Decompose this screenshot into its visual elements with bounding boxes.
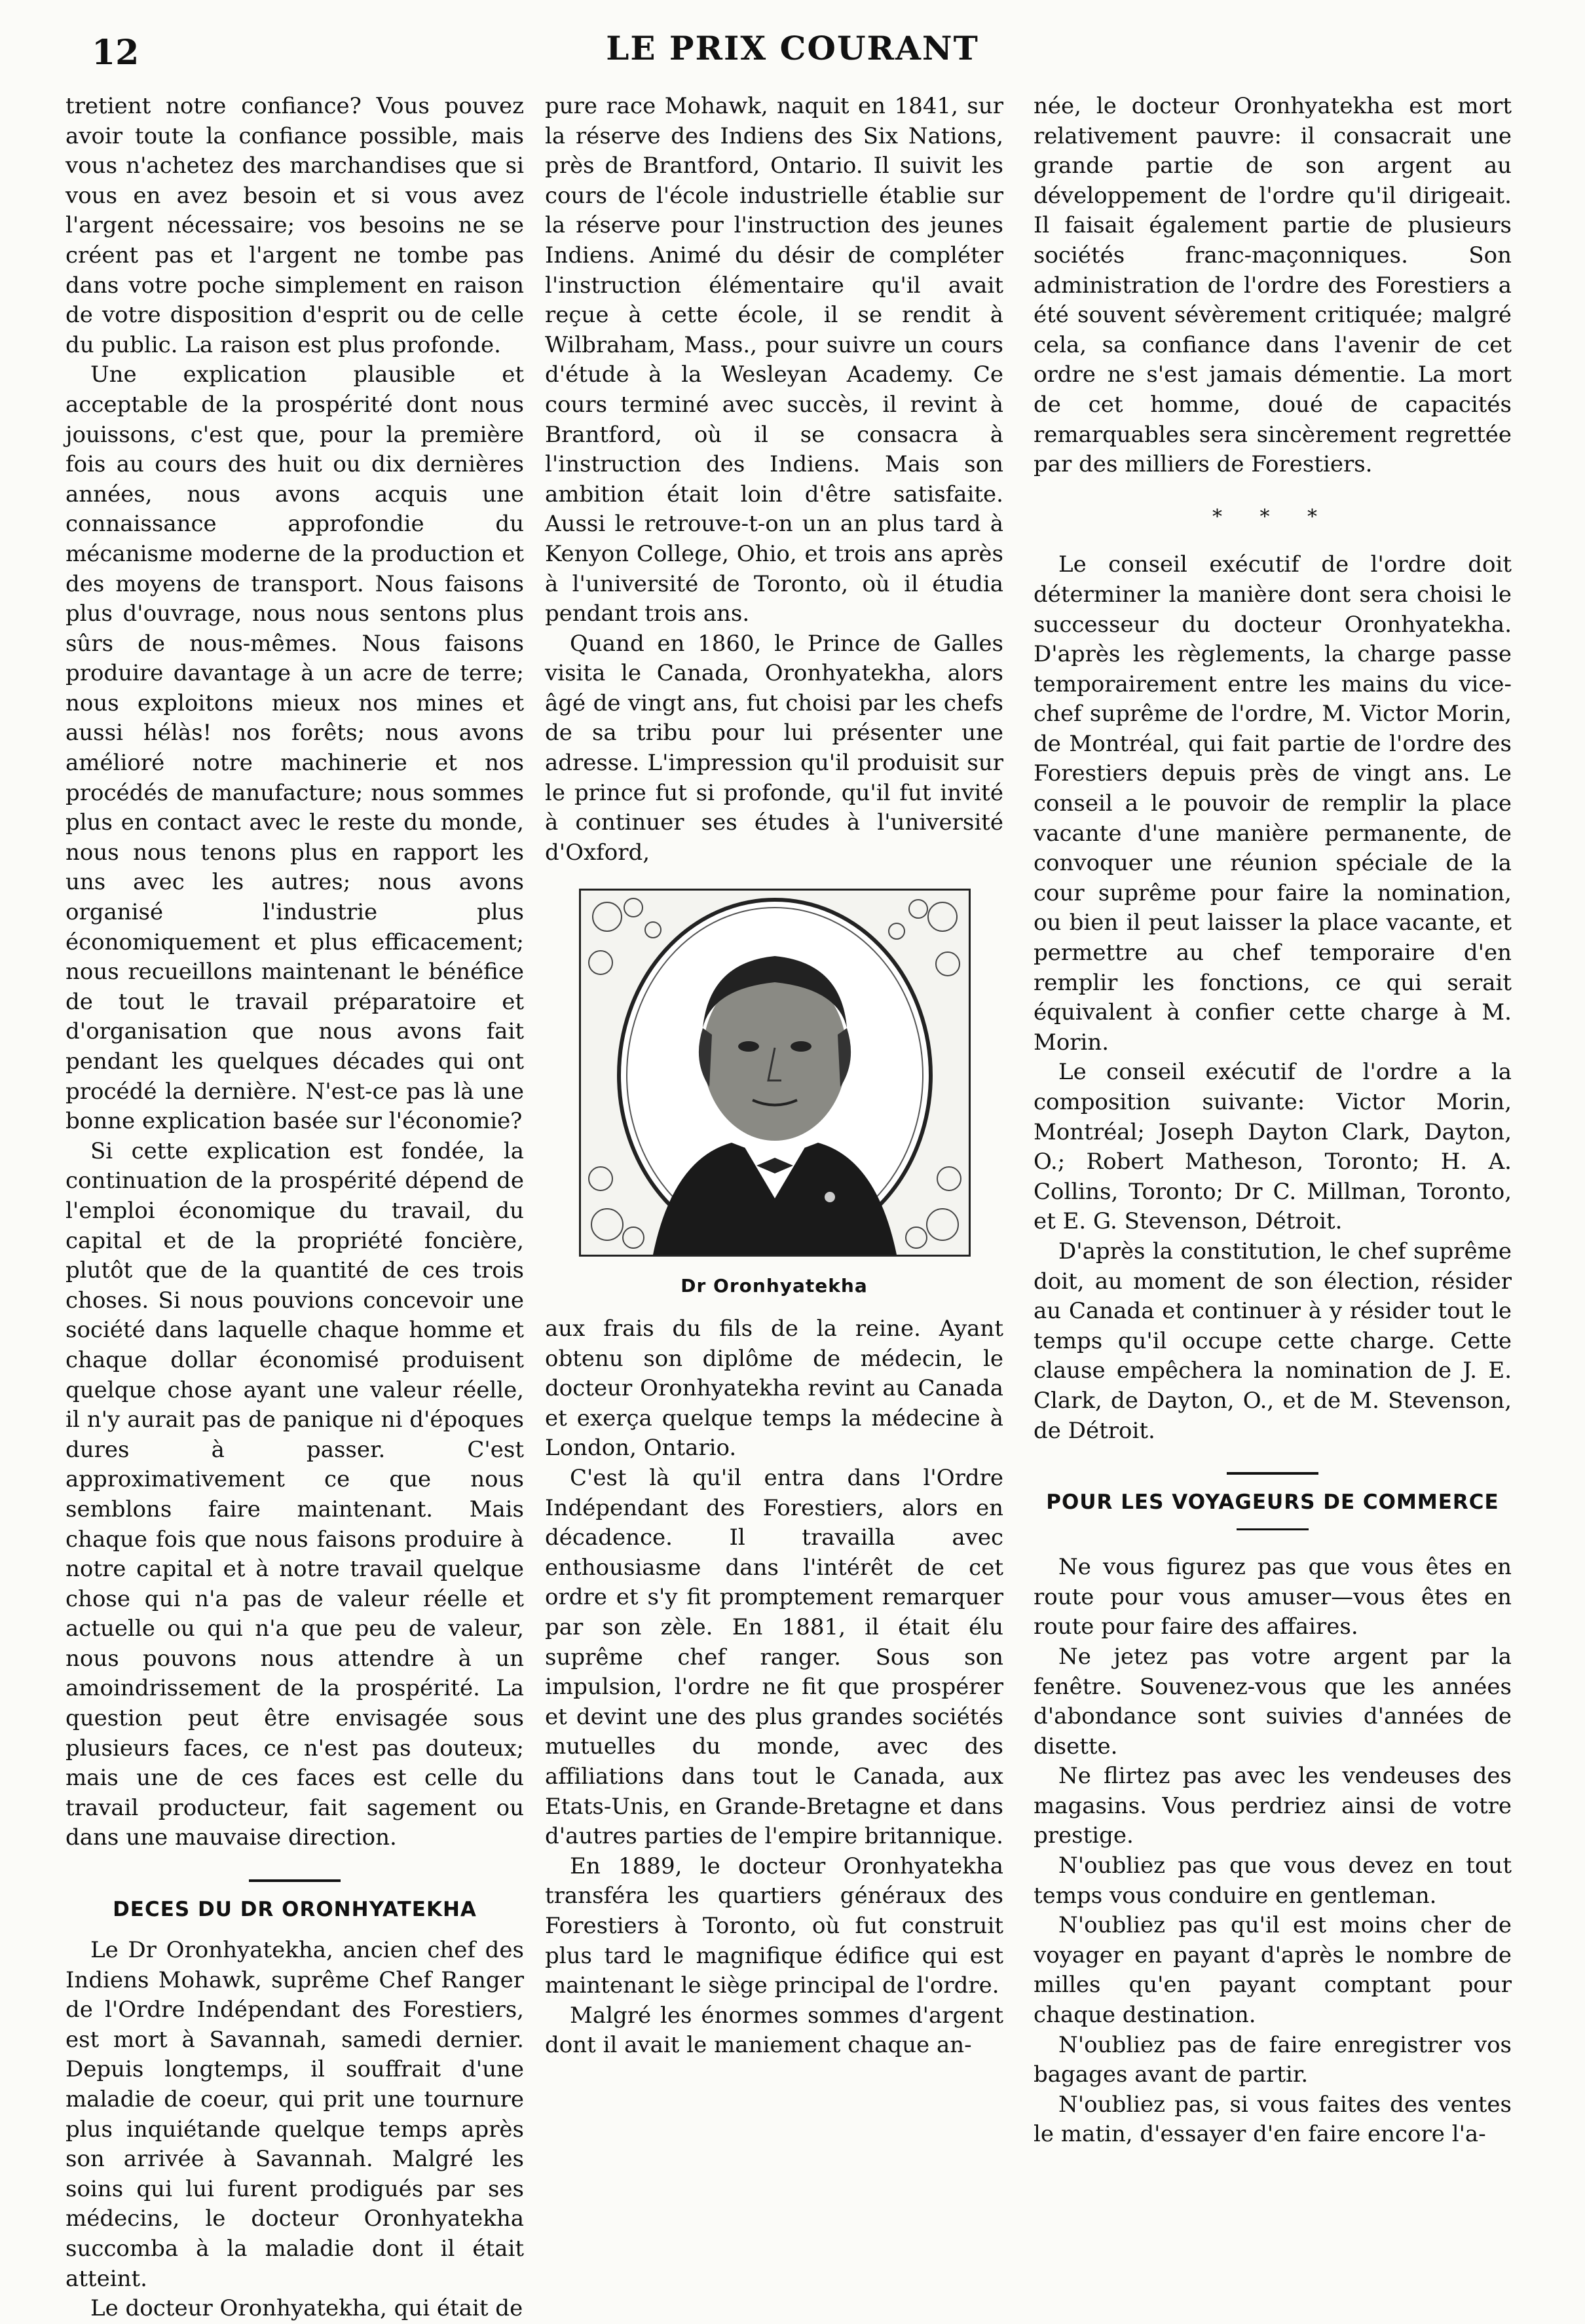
- section-stars: * * *: [1212, 505, 1333, 528]
- paragraph: N'oubliez pas, si vous faites des ventes le matin, d'essayer d'en faire encore l'a-: [1034, 2091, 1512, 2148]
- paragraph: Le conseil exécutif de l'ordre doit déterminer la manière dont sera choisi le successeur du docteur Oronhyatekha. D'après les règlements, la charge passe temporairement entre les mains du vice-chef suprême de l'ordre, M. Victor Morin, de Montréal, qui fait partie de l'ordre des Forestiers depuis près de vingt ans. Le conseil a le pouvoir de remplir la place vacante d'une manière permanente, de convoquer une réunion spéciale de la cour suprême pour faire la nomination, ou bien il peut laisser la place vacante, et permettre au chef temporaire d'en remplir les fonctions, ce qui serait équivalent à confier cette charge à M. Morin.: [1034, 551, 1512, 1056]
- paragraph: Si cette explication est fondée, la continuation de la prospérité dépend de l'emploi économique du travail, du capital et de la propriété foncière, plutôt que de la quantité de ces trois choses. Si nous pouvions concevoir une société dans laquelle chaque homme et chaque dollar économisé produisent quelque chose ayant une valeur réelle, il n'y aurait pas de panique ni d'époques dures à passer. C'est approximativement ce que nous semblons faire maintenant. Mais chaque fois que nous faisons produire à notre capital et à notre travail quelque chose qui n'a pas de valeur réelle et actuelle ou qui n'a que peu de valeur, nous pouvons nous attendre à un amoindrissement de la prospérité. La question peut être envisagée sous plusieurs faces, ce n'est pas douteux; mais une de ces faces est celle du travail producteur, fait sagement ou dans une mauvaise direction.: [65, 1137, 524, 1851]
- page-header: [0, 26, 1585, 79]
- journal-title: LE PRIX COURANT: [606, 29, 979, 67]
- paragraph: En 1889, le docteur Oronhyatekha transféra les quartiers généraux des Forestiers à Toronto, où fut construit plus tard le magnifique édifice qui est maintenant le siège principal de l'ordre.: [545, 1853, 1003, 1999]
- portrait-figure: [579, 889, 967, 1257]
- section-divider: [1227, 1472, 1318, 1475]
- paragraph: née, le docteur Oronhyatekha est mort relativement pauvre: il consacrait une grande partie de son argent au développement de l'ordre qu'il dirigeait. Il faisait également partie de plusieurs sociétés franc-maçonniques. Son administration de l'ordre des Forestiers a été souvent sévèrement critiquée; malgré cela, sa confiance dans l'avenir de cet ordre ne s'est jamais démentie. La mort de cet homme, doué de capacités remarquables sera sincèrement regrettée par des milliers de Forestiers.: [1034, 93, 1512, 478]
- left-column: [65, 92, 524, 2324]
- paragraph: N'oubliez pas qu'il est moins cher de voyager en payant d'après le nombre de milles qu'en payant comptant pour chaque destination.: [1034, 1912, 1512, 2029]
- paragraph: C'est là qu'il entra dans l'Ordre Indépendant des Forestiers, alors en décadence. Il travailla avec enthousiasme dans l'intérêt de cet ordre et s'y fit promptement remarquer par son zèle. En 1881, il était élu suprême chef ranger. Sous son impulsion, l'ordre ne fit que prospérer et devint une des plus grandes sociétés mutuelles du monde, avec des affiliations dans tout le Canada, aux Etats-Unis, en Grande-Bretagne et dans d'autres parties de l'empire britannique.: [545, 1465, 1003, 1850]
- voyageurs-heading: POUR LES VOYAGEURS DE COMMERCE: [1046, 1490, 1499, 1515]
- paragraph: Ne jetez pas votre argent par la fenêtre. Souvenez-vous que les années d'abondance sont suivies d'années de disette.: [1034, 1643, 1512, 1760]
- paragraph: aux frais du fils de la reine. Ayant obtenu son diplôme de médecin, le docteur Oronhyatekha revint au Canada et exerça quelque temps la médecine à London, Ontario.: [545, 1316, 1003, 1462]
- paragraph: Le conseil exécutif de l'ordre a la composition suivante: Victor Morin, Montréal; Joseph Dayton Clark, Dayton, O.; Robert Matheson, Toronto; H. A. Collins, Toronto; Dr C. Millman, Toronto, et E. G. Stevenson, Détroit.: [1034, 1059, 1512, 1235]
- paragraph: Une explication plausible et acceptable de la prospérité dont nous jouissons, c'est que, pour la première fois au cours des huit ou dix dernières années, nous avons acquis une connaissance approfondie du mécanisme moderne de la production et des moyens de transport. Nous faisons plus d'ouvrage, nous nous sentons plus sûrs de nous-mêmes. Nous faisons produire davantage à un acre de terre; nous exploitons mieux nos mines et aussi hélàs! nos forêts; nous avons amélioré notre machinerie et nos procédés de manufacture; nous sommes plus en contact avec le reste du monde, nous nous tenons plus en rapport les uns avec les autres; nous avons organisé l'industrie plus économiquement et plus efficacement; nous recueillons maintenant le bénéfice de tout le travail préparatoire et d'organisation que nous avons fait pendant les quelques décades qui ont procédé la dernière. N'est-ce pas là une bonne explication basée sur l'économie?: [65, 361, 524, 1135]
- paragraph: Malgré les énormes sommes d'argent dont il avait le maniement chaque an-: [545, 2002, 1003, 2059]
- paragraph: N'oubliez pas que vous devez en tout temps vous conduire en gentleman.: [1034, 1853, 1512, 1909]
- paragraph: Ne vous figurez pas que vous êtes en route pour vous amuser—vous êtes en route pour faire des affaires.: [1034, 1554, 1512, 1640]
- section-divider: [249, 1879, 341, 1882]
- paragraph: D'après la constitution, le chef suprême doit, au moment de son élection, résider au Canada et continuer à y résider tout le temps qu'il occupe cette charge. Cette clause empêchera la nomination de J. E. Clark, de Dayton, O., et de M. Stevenson, de Détroit.: [1034, 1238, 1512, 1444]
- paragraph: pure race Mohawk, naquit en 1841, sur la réserve des Indiens des Six Nations, près de Brantford, Ontario. Il suivit les cours de l'école industrielle établie sur la réserve pour l'instruction des jeunes Indiens. Animé du désir de compléter l'instruction élémentaire qu'il avait reçue à cette école, il se rendit à Wilbraham, Mass., pour suivre un cours d'étude à la Wesleyan Academy. Ce cours terminé avec succès, il revint à Brantford, où il se consacra à l'instruction des Indiens. Mais son ambition était loin d'être satisfaite. Aussi le retrouve-t-on un an plus tard à Kenyon College, Ohio, et trois ans après à l'université de Toronto, où il étudia pendant trois ans.: [545, 93, 1003, 627]
- paragraph: Ne flirtez pas avec les vendeuses des magasins. Vous perdriez ainsi de votre prestige.: [1034, 1763, 1512, 1849]
- portrait-image: [579, 889, 971, 1257]
- paragraph: tretient notre confiance? Vous pouvez avoir toute la confiance possible, mais vous n'achetez des marchandises que si vous en avez besoin et si vous avez l'argent nécessaire; vos besoins ne se créent pas et l'argent ne tombe pas dans votre poche simplement en raison de votre disposition d'esprit ou de celle du public. La raison est plus profonde.: [65, 93, 524, 358]
- portrait-caption: Dr Oronhyatekha: [681, 1275, 868, 1297]
- paragraph: Le Dr Oronhyatekha, ancien chef des Indiens Mohawk, suprême Chef Ranger de l'Ordre Indépendant des Forestiers, est mort à Savannah, samedi dernier. Depuis longtemps, il souffrait d'une maladie de coeur, qui prit une tournure plus inquiétande quelque temps après son arrivée à Savannah. Malgré les soins qui lui furent prodigués par ses médecins, le docteur Oronhyatekha succomba à la maladie dont il était atteint.: [65, 1937, 524, 2292]
- heading-underline: [1237, 1528, 1309, 1530]
- paragraph: Quand en 1860, le Prince de Galles visita le Canada, Oronhyatekha, alors âgé de vingt ans, fut choisi par les chefs de sa tribu pour lui présenter une adresse. L'impression qu'il produisit sur le prince fut si profonde, qu'il fut invité à continuer ses études à l'université d'Oxford,: [545, 630, 1003, 866]
- paragraph: N'oubliez pas de faire enregistrer vos bagages avant de partir.: [1034, 2031, 1512, 2088]
- page-number: 12: [92, 33, 140, 73]
- right-column: [1034, 92, 1512, 2150]
- paragraph: Le docteur Oronhyatekha, qui était de: [90, 2295, 523, 2322]
- middle-column: [545, 92, 1003, 2061]
- obituary-heading: DECES DU DR ORONHYATEKHA: [113, 1898, 477, 1922]
